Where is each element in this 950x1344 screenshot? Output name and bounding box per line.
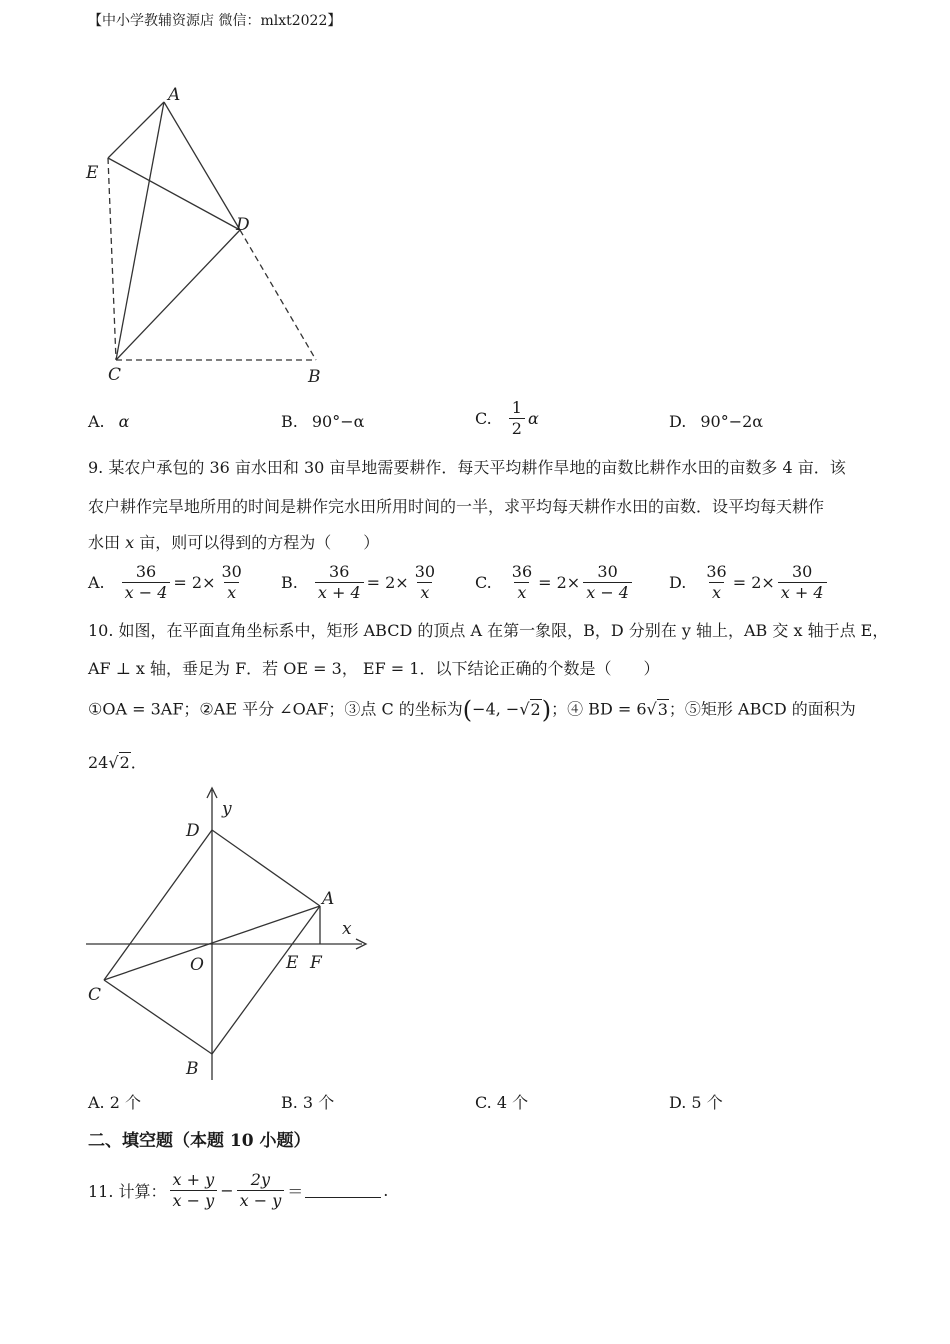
label-C: C — [108, 365, 122, 385]
answer-blank[interactable] — [305, 1183, 381, 1198]
segment-AB — [212, 906, 320, 1054]
fraction: $\frac{1}{2}$ — [509, 398, 525, 439]
q9-option-d[interactable]: D. $\frac{36}{x}$ = 2× $\frac{30}{x + 4}$ — [669, 562, 830, 603]
label-A: A — [168, 85, 181, 105]
q9-option-c[interactable]: C. $\frac{36}{x}$ = 2× $\frac{30}{x - 4}$ — [475, 562, 635, 603]
q9-line-3: 水田 x 亩，则可以得到的方程为（ ） — [88, 533, 380, 552]
label-x: x — [342, 919, 352, 939]
q8-option-a[interactable]: A. α — [88, 412, 130, 431]
label-B: B — [186, 1059, 199, 1079]
segment-BC — [104, 980, 212, 1054]
segment-DB — [240, 230, 316, 360]
q9-option-a[interactable]: A. $\frac{36}{x - 4}$ = 2× $\frac{30}{x}$ — [88, 562, 242, 602]
q8-option-d[interactable]: D. 90°−2α — [669, 412, 764, 431]
q8-option-c[interactable]: C. $\frac{1}{2}$ α — [475, 398, 539, 438]
segment-DA — [212, 830, 320, 906]
q9-line-2: 农户耕作完旱地所用的时间是耕作完水田所用时间的一半，求平均每天耕作水田的亩数．设平均每天耕作 — [88, 497, 825, 516]
q9-option-b[interactable]: B. $\frac{36}{x + 4}$ = 2× $\frac{30}{x}$ — [281, 562, 436, 602]
q10-option-a[interactable]: A. 2 个 — [88, 1093, 141, 1112]
figure-coordinate-rectangle — [80, 780, 380, 1090]
label-A: A — [322, 889, 335, 909]
q9-line-1: 9. 某农户承包的 36 亩水田和 30 亩旱地需要耕作．每天平均耕作旱地的亩数比耕作水田的亩数多 4 亩．该 — [88, 458, 846, 477]
label-D: D — [236, 215, 250, 235]
q10-line-4: 24√2． — [88, 753, 147, 772]
segment-AC — [116, 102, 164, 360]
q10-option-c[interactable]: C. 4 个 — [475, 1093, 529, 1112]
figure-triangle — [80, 80, 340, 390]
segment-ED — [108, 158, 240, 230]
label-O: O — [190, 955, 204, 975]
section-heading: 二、填空题（本题 10 小题） — [88, 1131, 311, 1151]
q11: 11. 计算： $\frac{x + y}{x - y}$ − $\frac{2y}{x - y}$ ＝ . — [88, 1170, 389, 1210]
q8-option-b[interactable]: B. 90°−α — [281, 412, 365, 431]
q10-line-2: AF ⊥ x 轴，垂足为 F．若 OE = 3， EF = 1．以下结论正确的个数是（ ） — [88, 659, 660, 678]
label-D: D — [186, 821, 200, 841]
q10-option-b[interactable]: B. 3 个 — [281, 1093, 335, 1112]
q10-option-d[interactable]: D. 5 个 — [669, 1093, 723, 1112]
q10-line-1: 10. 如图，在平面直角坐标系中，矩形 ABCD 的顶点 A 在第一象限，B，D 分别在 y 轴上，AB 交 x 轴于点 E， — [88, 621, 889, 640]
q10-line-3: ①OA = 3AF；②AE 平分 ∠OAF；③点 C 的坐标为(−4, −√2)；④ BD = 6√3；⑤矩形 ABCD 的面积为 — [88, 696, 856, 724]
label-E: E — [86, 163, 99, 183]
label-B: B — [308, 367, 321, 387]
label-F: F — [310, 953, 322, 973]
segment-EC — [108, 158, 116, 360]
header-banner: 【中小学教辅资源店 微信：mlxt2022】 — [88, 13, 342, 29]
segment-DC — [116, 230, 240, 360]
label-E: E — [286, 953, 299, 973]
segment-AD — [164, 102, 240, 230]
label-y: y — [222, 799, 232, 819]
label-C: C — [88, 985, 102, 1005]
